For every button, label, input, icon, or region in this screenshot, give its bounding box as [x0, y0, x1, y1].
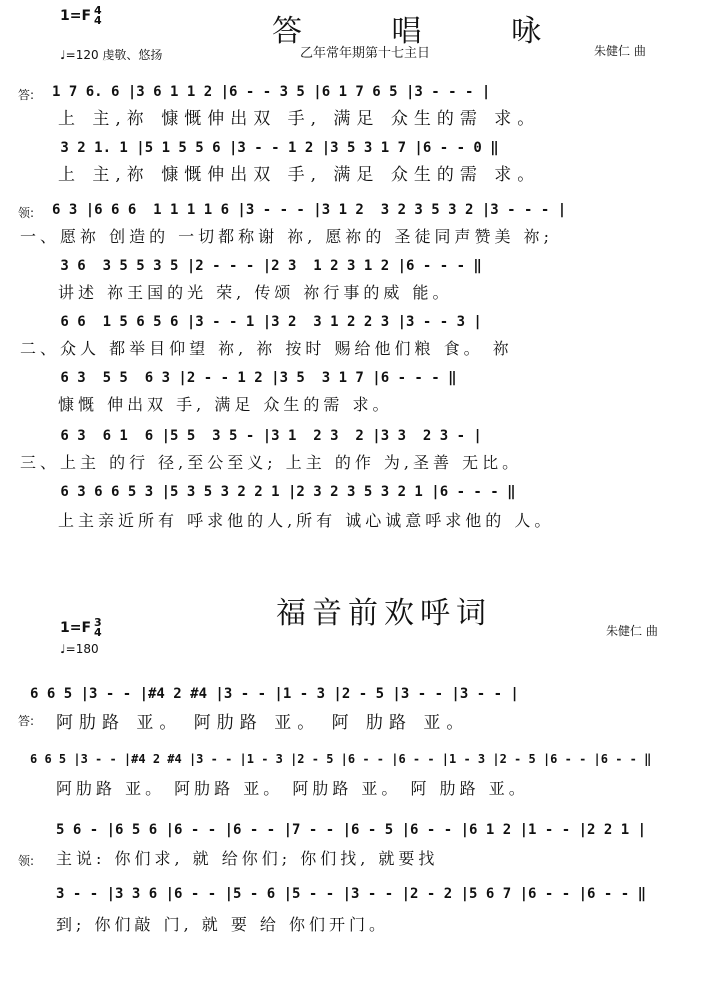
song2-title: 福音前欢呼词: [276, 596, 492, 631]
lyrics-row: 上主亲近所有 呼求他的人,所有 诚心诚意呼求他的 人。: [58, 511, 555, 530]
song1-composer: 朱健仁 曲: [594, 44, 646, 58]
notation-row: 6 6 5 |3 - - |#4 2 #4 |3 - - |1 - 3 |2 - 5 |3 - - |3 - - |: [30, 686, 519, 702]
notation-row: 3 2 1. 1 |5 1 5 5 6 |3 - - 1 2 |3 5 3 1 7 |6 - - 0 ‖: [52, 140, 499, 156]
notation-row: 3 - - |3 3 6 |6 - - |5 - 6 |5 - - |3 - - |2 - 2 |5 6 7 |6 - - |6 - - ‖: [56, 886, 647, 902]
song2-time-signature: [94, 618, 102, 638]
row-label: 领:: [18, 854, 35, 868]
lyrics-row: 主说: 你们求, 就 给你们; 你们找, 就要找: [56, 849, 439, 868]
lyrics-row: 到; 你们敲 门, 就 要 给 你们开门。: [56, 915, 389, 934]
song2-time-top: 3: [94, 616, 102, 629]
song1-tempo: ♩=120 虔敬、悠扬: [60, 48, 163, 62]
notation-row: 6 6 1 5 6 5 6 |3 - - 1 |3 2 3 1 2 2 3 |3 - - 3 |: [52, 314, 482, 330]
lyrics-row: 讲述 祢王国的光 荣, 传颂 祢行事的威 能。: [58, 283, 453, 302]
song2-composer: 朱健仁 曲: [606, 624, 658, 638]
row-label: 领:: [18, 206, 35, 220]
notation-row: 6 6 5 |3 - - |#4 2 #4 |3 - - |1 - 3 |2 - 5 |6 - - |6 - - |1 - 3 |2 - 5 |6 - - |6 - - ‖: [30, 752, 652, 766]
lyrics-row: 慷慨 伸出双 手, 满足 众生的需 求。: [58, 395, 393, 414]
song1-key: 1=F: [60, 8, 92, 24]
notation-row: 3 6 3 5 5 3 5 |2 - - - |2 3 1 2 3 1 2 |6 - - - ‖: [52, 258, 482, 274]
notation-row: 6 3 6 6 5 3 |5 3 5 3 2 2 1 |2 3 2 3 5 3 2 1 |6 - - - ‖: [52, 484, 516, 500]
notation-row: 6 3 6 1 6 |5 5 3 5 - |3 1 2 3 2 |3 3 2 3 - |: [52, 428, 482, 444]
lyrics-row: 二、众人 都举目仰望 祢, 祢 按时 赐给他们粮 食。 祢: [20, 339, 513, 358]
song2-tempo: ♩=180: [60, 642, 99, 656]
lyrics-row: 上 主,祢 慷慨伸出双 手, 满足 众生的需 求。: [58, 109, 541, 129]
notation-row: 5 6 - |6 5 6 |6 - - |6 - - |7 - - |6 - 5 |6 - - |6 1 2 |1 - - |2 2 1 |: [56, 822, 647, 838]
song1-time-top: 4: [94, 4, 102, 17]
row-label: 答:: [18, 88, 35, 102]
notation-row: 6 3 |6 6 6 1 1 1 1 6 |3 - - - |3 1 2 3 2 3 5 3 2 |3 - - - |: [52, 202, 567, 218]
lyrics-row: 三、上主 的行 径,至公至义; 上主 的作 为,圣善 无比。: [20, 453, 523, 472]
lyrics-row: 一、愿祢 创造的 一切都称谢 祢, 愿祢的 圣徒同声赞美 祢;: [20, 227, 553, 246]
song1-key-signature: [60, 6, 102, 26]
lyrics-row: 上 主,祢 慷慨伸出双 手, 满足 众生的需 求。: [58, 165, 541, 185]
notation-row: 1 7 6. 6 |3 6 1 1 2 |6 - - 3 5 |6 1 7 6 5 |3 - - - |: [52, 84, 491, 100]
row-label: 答:: [18, 714, 35, 728]
song2-time-bottom: 4: [94, 626, 102, 639]
song1-time-bottom: 4: [94, 14, 102, 27]
lyrics-row: 阿肋路 亚。 阿肋路 亚。 阿肋路 亚。 阿 肋路 亚。: [56, 779, 529, 798]
song2-key: 1=F: [60, 620, 92, 636]
notation-row: 6 3 5 5 6 3 |2 - - 1 2 |3 5 3 1 7 |6 - - - ‖: [52, 370, 457, 386]
song1-time-signature: [94, 6, 102, 26]
song1-occasion: 乙年常年期第十七主日: [300, 46, 431, 61]
song2-key-signature: [60, 618, 102, 638]
song1-title: 答 唱 咏: [272, 14, 582, 49]
lyrics-row: 阿肋路 亚。 阿肋路 亚。 阿 肋路 亚。: [56, 713, 470, 733]
